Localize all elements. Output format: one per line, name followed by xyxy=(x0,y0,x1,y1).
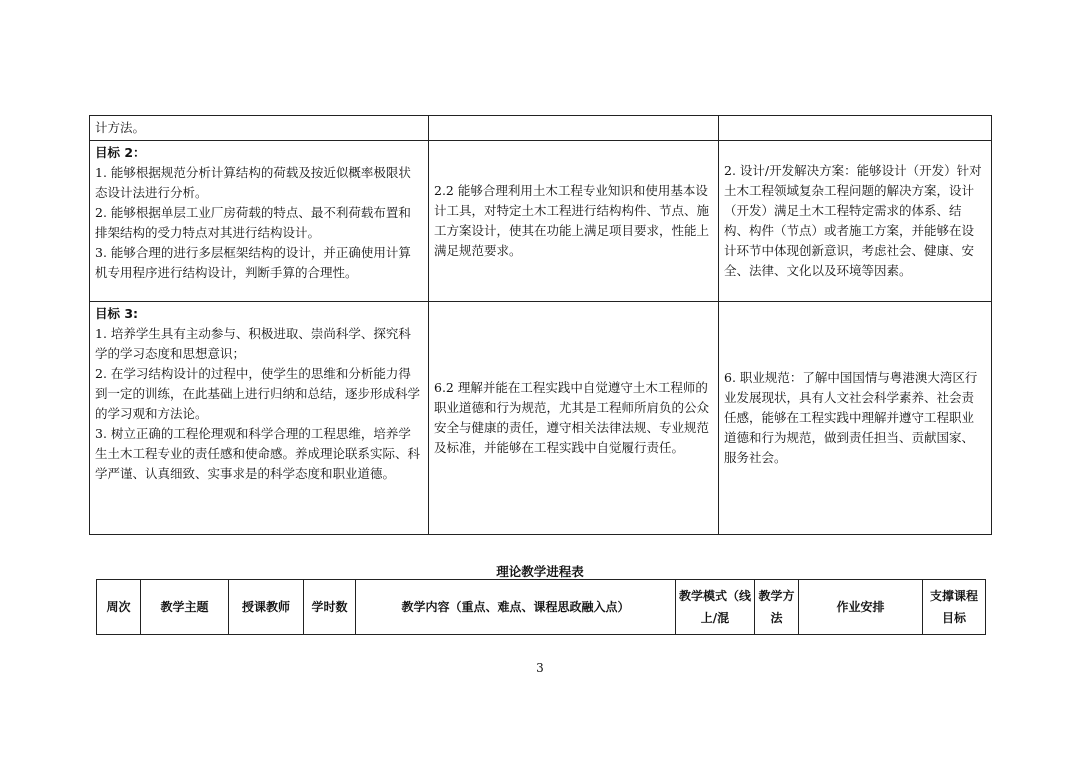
schedule-table xyxy=(96,579,986,635)
schedule-header-row xyxy=(97,580,986,635)
goal3-item: 2. 在学习结构设计的过程中，使学生的思维和分析能力得到一定的训练，在此基础上进行归纳和总结，逐步形成科学的学习观和方法论。 xyxy=(95,366,421,421)
cell-continuation: 计方法。 xyxy=(90,116,429,141)
goal3-item: 3. 树立正确的工程伦理观和科学合理的工程思维，培养学生土木工程专业的责任感和使命感。养成理论联系实际、科学严谨、认真细致、实事求是的科学态度和职业道德。 xyxy=(95,426,421,481)
header-homework: 作业安排 xyxy=(799,580,923,635)
page-number: 3 xyxy=(536,661,544,675)
header-hours: 学时数 xyxy=(304,580,356,635)
table-row-goal2 xyxy=(90,141,992,302)
cell-empty xyxy=(429,116,719,141)
goal2-title: 目标 2： xyxy=(95,145,146,160)
goal2-indicator: 2.2 能够合理利用土木工程专业知识和使用基本设计工具，对特定土木工程进行结构构件、节点、施工方案设计，使其在功能上满足项目要求，性能上满足规范要求。 xyxy=(429,141,719,302)
goal3-title: 目标 3: xyxy=(95,306,139,321)
goal3-cell xyxy=(90,302,429,535)
header-method: 教学方法 xyxy=(755,580,799,635)
goal3-requirement: 6. 职业规范：了解中国国情与粤港澳大湾区行业发展现状，具有人文社会科学素养、社会责任感，能够在工程实践中理解并遵守工程职业道德和行为规范，做到责任担当、贡献国家、服务社会。 xyxy=(719,302,992,535)
header-mode: 教学模式（线上/混 xyxy=(676,580,755,635)
header-course-goal: 支撑课程目标 xyxy=(923,580,986,635)
goal2-requirement: 2. 设计/开发解决方案：能够设计（开发）针对土木工程领域复杂工程问题的解决方案，设计（开发）满足土木工程特定需求的体系、结构、构件（节点）或者施工方案，并能够在设计环节中体现创新意识，考虑社会、健康、安全、法律、文化以及环境等因素。 xyxy=(719,141,992,302)
header-week: 周次 xyxy=(97,580,141,635)
table-row-goal3 xyxy=(90,302,992,535)
goal2-item: 1. 能够根据规范分析计算结构的荷载及按近似概率极限状态设计法进行分析。 xyxy=(95,165,411,200)
objectives-table xyxy=(89,115,992,535)
schedule-title: 理论教学进程表 xyxy=(496,564,584,579)
table-row xyxy=(90,116,992,141)
goal3-item: 1. 培养学生具有主动参与、积极进取、崇尚科学、探究科学的学习态度和思想意识； xyxy=(95,326,411,361)
goal2-cell xyxy=(90,141,429,302)
header-content: 教学内容（重点、难点、课程思政融入点） xyxy=(356,580,676,635)
goal2-item: 2. 能够根据单层工业厂房荷载的特点、最不利荷载布置和排架结构的受力特点对其进行结构设计。 xyxy=(95,205,411,240)
goal2-item: 3. 能够合理的进行多层框架结构的设计，并正确使用计算机专用程序进行结构设计，判断手算的合理性。 xyxy=(95,245,411,280)
header-topic: 教学主题 xyxy=(141,580,229,635)
header-teacher: 授课教师 xyxy=(229,580,304,635)
cell-empty xyxy=(719,116,992,141)
goal3-indicator: 6.2 理解并能在工程实践中自觉遵守土木工程师的职业道德和行为规范，尤其是工程师所肩负的公众安全与健康的责任，遵守相关法律法规、专业规范及标准，并能够在工程实践中自觉履行责任。 xyxy=(429,302,719,535)
